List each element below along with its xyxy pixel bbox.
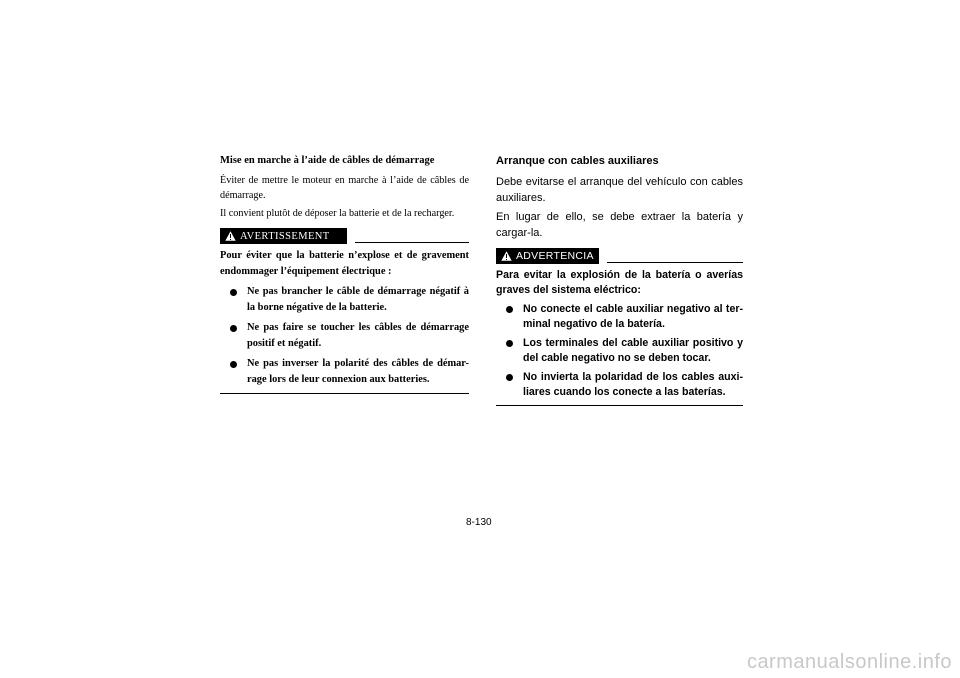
bullet-dot-icon bbox=[506, 340, 513, 347]
body-paragraph: Debe evitarse el arranque del vehículo con cables auxiliares. bbox=[496, 176, 743, 204]
warning-triangle-icon bbox=[225, 231, 236, 241]
list-item bbox=[220, 320, 469, 352]
list-item bbox=[220, 284, 469, 316]
bullet-dot-icon bbox=[230, 289, 237, 296]
list-item bbox=[220, 356, 469, 388]
divider bbox=[496, 405, 743, 406]
warning-list bbox=[496, 302, 743, 400]
warning-intro: Para evitar la explosión de la batería o averías graves del sistema eléctrico: bbox=[496, 269, 743, 296]
body-paragraph: Éviter de mettre le moteur en marche à l’aide de câbles de démarrage. bbox=[220, 175, 469, 201]
spanish-column bbox=[496, 154, 743, 406]
warning-intro: Pour éviter que la batterie n’explose et de gravement endommager l’équipement électrique : bbox=[220, 250, 469, 277]
warning-triangle-icon bbox=[501, 251, 512, 261]
list-item-text: Ne pas brancher le câble de démarrage négatif à la borne négative de la batterie. bbox=[247, 286, 469, 313]
bullet-dot-icon bbox=[506, 306, 513, 313]
bullet-dot-icon bbox=[230, 325, 237, 332]
list-item-text: Ne pas inverser la polarité des câbles de démar-rage lors de leur connexion aux batteries. bbox=[247, 358, 469, 385]
list-item-text: Los terminales del cable auxiliar positivo y del cable negativo no se deben tocar. bbox=[523, 337, 743, 364]
bullet-dot-icon bbox=[506, 374, 513, 381]
warning-header bbox=[496, 247, 743, 264]
bullet-dot-icon bbox=[230, 361, 237, 368]
warning-badge bbox=[496, 248, 599, 264]
list-item bbox=[496, 336, 743, 366]
watermark: carmanualsonline.info bbox=[746, 651, 952, 673]
warning-label: ADVERTENCIA bbox=[516, 250, 594, 262]
warning-badge bbox=[220, 228, 347, 244]
body-paragraph: Il convient plutôt de déposer la batterie et de la recharger. bbox=[220, 208, 455, 219]
list-item-text: No invierta la polaridad de los cables auxi-liares cuando los conecte a las baterías. bbox=[523, 371, 743, 398]
divider bbox=[220, 393, 469, 394]
list-item-text: No conecte el cable auxiliar negativo al ter-minal negativo de la batería. bbox=[523, 303, 743, 330]
french-column bbox=[220, 154, 469, 394]
list-item-text: Ne pas faire se toucher les câbles de démarrage positif et négatif. bbox=[247, 322, 469, 349]
warning-list bbox=[220, 284, 469, 388]
body-paragraph: En lugar de ello, se debe extraer la batería y cargar-la. bbox=[496, 211, 743, 239]
warning-label: AVERTISSEMENT bbox=[240, 230, 330, 242]
warning-header bbox=[220, 227, 469, 244]
page-number-text: 8-130 bbox=[466, 517, 492, 528]
section-heading: Mise en marche à l’aide de câbles de démarrage bbox=[220, 155, 435, 166]
list-item bbox=[496, 302, 743, 332]
list-item bbox=[496, 370, 743, 400]
divider bbox=[355, 242, 469, 243]
divider bbox=[607, 262, 743, 263]
section-heading: Arranque con cables auxiliares bbox=[496, 155, 659, 167]
